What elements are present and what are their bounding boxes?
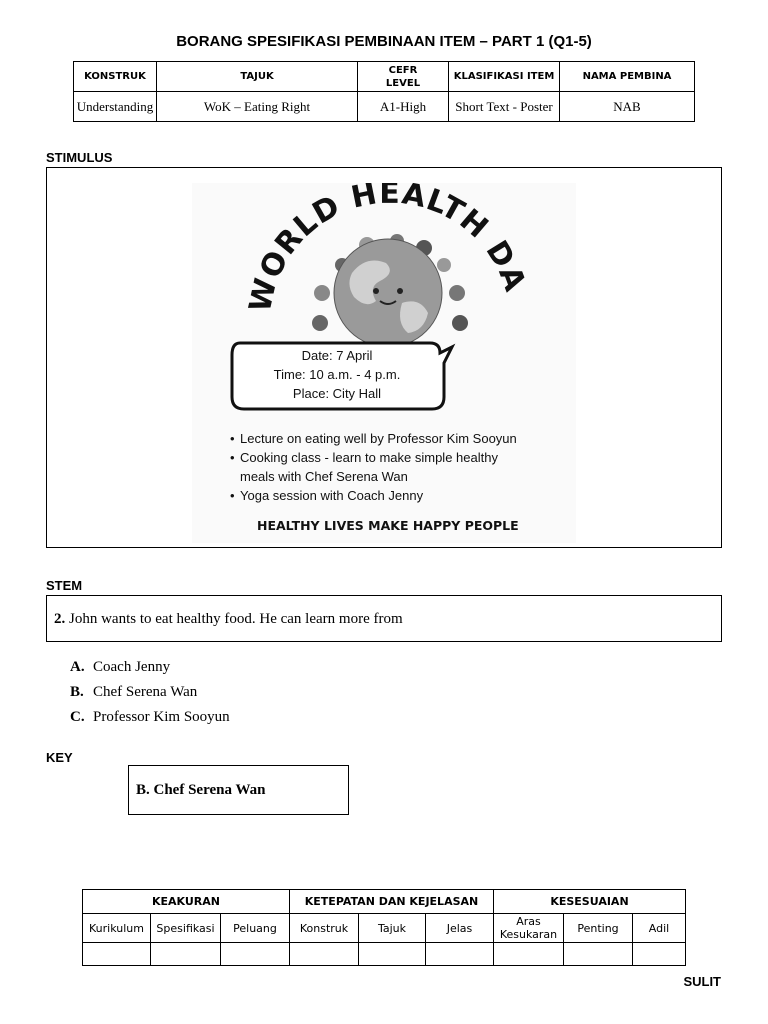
group-keakuran: KEAKURAN [83,890,290,914]
spec-table-header-row [74,62,695,92]
option-letter: C. [70,709,85,725]
cell-tajuk[interactable] [359,943,426,966]
option-a [70,659,170,676]
column-tajuk: Tajuk [359,914,426,943]
column-peluang: Peluang [221,914,290,943]
header-tajuk: TAJUK [157,62,358,92]
cell-jelas[interactable] [426,943,494,966]
column-penting: Penting [564,914,633,943]
cell-aras-kesukaran[interactable] [494,943,564,966]
key-label: KEY [46,750,73,765]
value-cefr-level: A1-High [358,92,449,122]
poster-place: Place: City Hall [292,386,382,401]
review-group-row [83,890,686,914]
stem-label: STEM [46,578,83,593]
column-aras-kesukaran: Aras Kesukaran [494,914,564,943]
column-kurikulum: Kurikulum [83,914,151,943]
value-konstruk: Understanding [74,92,157,122]
spec-table [73,61,695,122]
cell-penting[interactable] [564,943,633,966]
stem-question [54,611,403,628]
value-tajuk: WoK – Eating Right [157,92,358,122]
stimulus-label: STIMULUS [46,150,113,165]
poster-bullet-2-continued: meals with Chef Serena Wan [240,469,408,484]
option-text: Coach Jenny [93,659,171,675]
poster-image [192,183,576,543]
question-text: John wants to eat healthy food. He can learn more from [69,611,403,627]
group-kesesuaian: KESESUAIAN [494,890,686,914]
poster-date: Date: 7 April [301,348,373,363]
poster-bullet-3: Yoga session with Coach Jenny [240,488,424,503]
option-letter: B. [70,684,84,700]
group-ketepatan-dan-kejelasan: KETEPATAN DAN KEJELASAN [290,890,494,914]
cell-spesifikasi[interactable] [151,943,221,966]
cell-kurikulum[interactable] [83,943,151,966]
column-konstruk: Konstruk [290,914,359,943]
poster-bullet-2: Cooking class - learn to make simple healthy [240,450,498,465]
review-empty-row [83,943,686,966]
option-text: Chef Serena Wan [93,684,198,700]
question-number: 2. [54,611,66,627]
option-text: Professor Kim Sooyun [93,709,230,725]
bullet-dot-icon: • [230,450,235,465]
option-c [70,709,230,726]
cell-peluang[interactable] [221,943,290,966]
document-title: BORANG SPESIFIKASI PEMBINAAN ITEM – PART 1 (Q1-5) [176,33,592,50]
poster-title: WORLD HEALTH DA [242,183,532,316]
header-klasifikasi-item: KLASIFIKASI ITEM [449,62,560,92]
option-b [70,684,197,701]
review-table [82,889,686,966]
poster-time: Time: 10 a.m. - 4 p.m. [273,367,401,382]
key-answer: B. Chef Serena Wan [136,782,266,798]
key-box [128,765,349,815]
header-konstruk: KONSTRUK [74,62,157,92]
poster-slogan: HEALTHY LIVES MAKE HAPPY PEOPLE [257,518,519,533]
cell-adil[interactable] [633,943,686,966]
column-adil: Adil [633,914,686,943]
globe-icon [334,239,442,347]
value-nama-pembina: NAB [560,92,695,122]
footer-sulit: SULIT [683,974,721,989]
bullet-dot-icon: • [230,431,235,446]
value-klasifikasi-item: Short Text - Poster [449,92,560,122]
stem-box [46,595,722,642]
spec-table-value-row [74,92,695,122]
column-spesifikasi: Spesifikasi [151,914,221,943]
poster-bullet-1: Lecture on eating well by Professor Kim Sooyun [240,431,517,446]
column-jelas: Jelas [426,914,494,943]
option-letter: A. [70,659,85,675]
review-column-row [83,914,686,943]
poster-graphic [192,183,576,543]
header-nama-pembina: NAMA PEMBINA [560,62,695,92]
cell-konstruk[interactable] [290,943,359,966]
bullet-dot-icon: • [230,488,235,503]
header-cefr-level: CEFR LEVEL [358,62,449,92]
